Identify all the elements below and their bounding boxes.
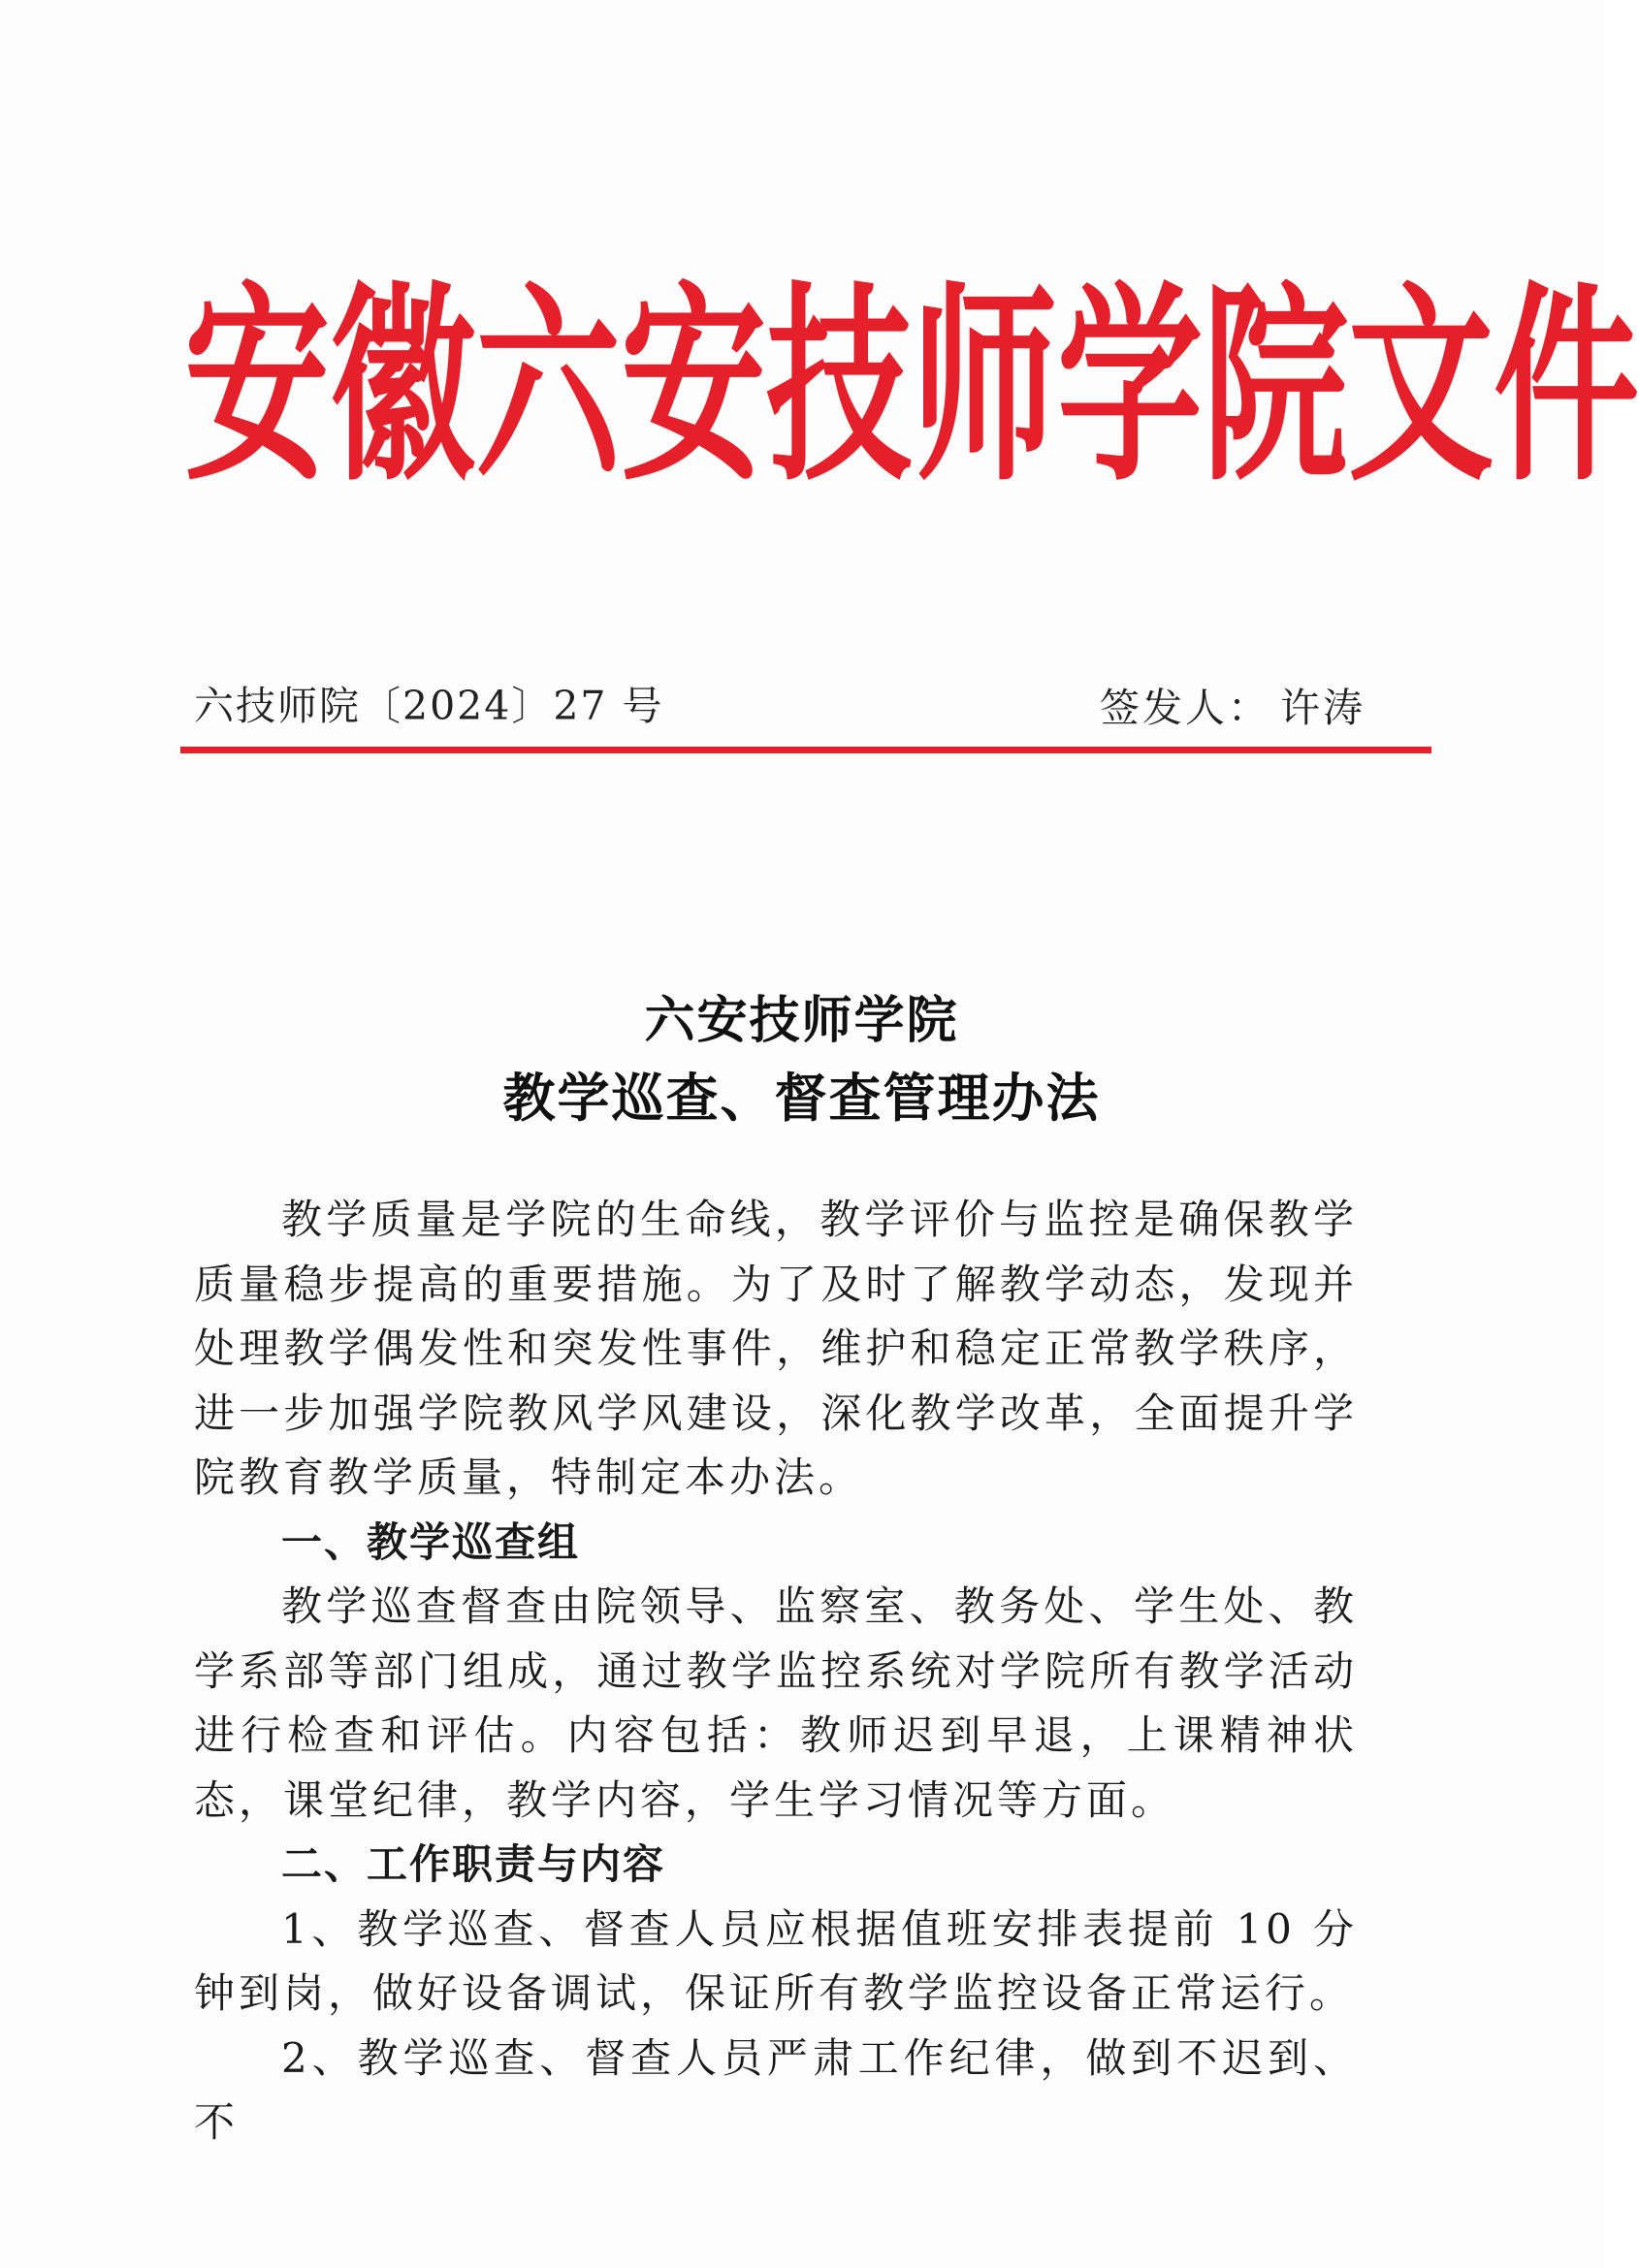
document-body	[194, 1188, 1358, 2156]
masthead-char: 徽	[330, 265, 476, 511]
signer	[1100, 676, 1366, 733]
masthead-char: 文	[1348, 265, 1494, 511]
section1-heading: 一、教学巡查组	[281, 1517, 581, 1566]
section2-item-1: 1、教学巡查、督查人员应根据值班安排表提前 10 分钟到岗，做好设备调试，保证所有教学监控设备正常运行。	[194, 1904, 1358, 2017]
red-separator-rule	[180, 747, 1431, 753]
masthead-char: 安	[184, 265, 331, 511]
signer-name: 许涛	[1280, 685, 1366, 731]
doc-number: 六技师院〔2024〕27 号	[194, 683, 664, 729]
section2-item-2: 2、教学巡查、督查人员严肃工作纪律，做到不迟到、不	[194, 2033, 1358, 2146]
signer-label: 签发人：	[1100, 685, 1270, 731]
masthead-char: 六	[475, 265, 622, 511]
doc-title-subject: 教学巡查、督查管理办法	[502, 1068, 1101, 1129]
doc-title-institution: 六安技师学院	[644, 992, 959, 1050]
masthead-char: 师	[912, 265, 1058, 511]
masthead-char: 安	[621, 265, 767, 511]
masthead-char: 院	[1203, 265, 1349, 511]
section2-heading: 二、工作职责与内容	[281, 1840, 666, 1888]
masthead-char: 件	[1494, 265, 1639, 511]
masthead	[184, 242, 1639, 533]
intro-paragraph: 教学质量是学院的生命线，教学评价与监控是确保教学质量稳步提高的重要措施。为了及时了解教学动态，发现并处理教学偶发性和突发性事件，维护和稳定正常教学秩序，进一步加强学院教风学风建设，深化教学改革，全面提升学院教育教学质量，特制定本办法。	[194, 1196, 1358, 1501]
section1-paragraph: 教学巡查督查由院领导、监察室、教务处、学生处、教学系部等部门组成，通过教学监控系统对学院所有教学活动进行检查和评估。内容包括：教师迟到早退，上课精神状态，课堂纪律，教学内容，学生学习情况等方面。	[194, 1582, 1358, 1824]
masthead-char: 技	[766, 265, 913, 511]
masthead-char: 学	[1057, 265, 1204, 511]
